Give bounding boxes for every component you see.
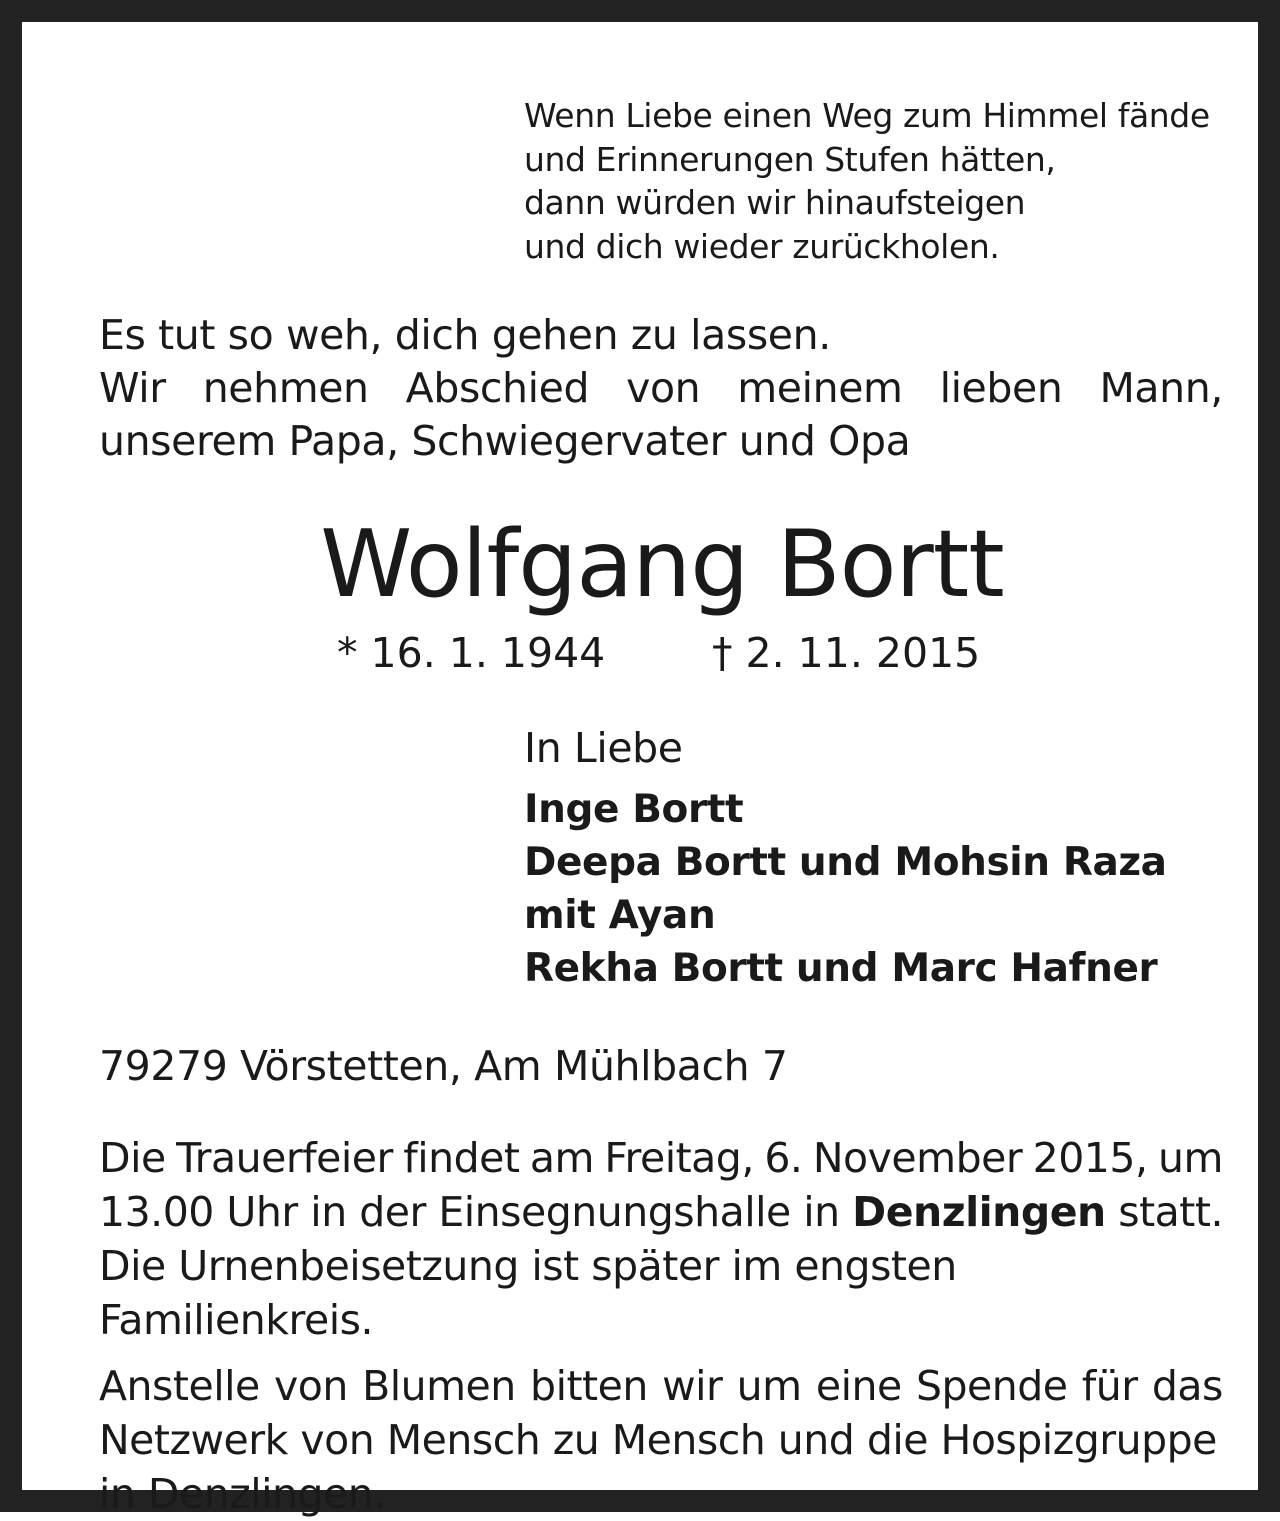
funeral-word: 6.	[764, 1134, 803, 1182]
funeral-word: in	[803, 1188, 840, 1236]
donation-word: eine	[815, 1362, 902, 1410]
mourner-name: Rekha Bortt und Marc Hafner	[524, 946, 1158, 991]
poem-line: und dich wieder zurückholen.	[524, 226, 1000, 266]
donation-word: für	[1081, 1362, 1138, 1410]
donation-word: um	[736, 1362, 802, 1410]
funeral-word: Trauerfeier	[176, 1134, 393, 1182]
donation-word: Spende	[916, 1362, 1068, 1410]
donation-word: wir	[662, 1362, 723, 1410]
funeral-word: in	[310, 1188, 347, 1236]
funeral-word: Die	[99, 1134, 166, 1182]
intro-word: Abschied	[405, 364, 590, 412]
funeral-line-2	[99, 1185, 1223, 1239]
donation-word: das	[1151, 1362, 1223, 1410]
intro-word: meinem	[737, 364, 903, 412]
funeral-line-1	[99, 1131, 1223, 1185]
donation-word: Blumen	[362, 1362, 516, 1410]
funeral-word: um	[1157, 1134, 1223, 1182]
poem	[524, 94, 1244, 268]
poem-line: und Erinnerungen Stufen hätten,	[524, 139, 1056, 179]
intro-word: lieben	[939, 364, 1063, 412]
deceased-name: Wolfgang Bortt	[320, 510, 1004, 618]
life-dates	[337, 625, 981, 681]
intro-word: Wir	[99, 364, 166, 412]
intro-word: von	[626, 364, 701, 412]
donation-word: Anstelle	[99, 1362, 260, 1410]
donation-word: von	[273, 1362, 348, 1410]
funeral-word: Freitag,	[604, 1134, 754, 1182]
intro-word: nehmen	[202, 364, 369, 412]
intro-word: Mann,	[1099, 364, 1223, 412]
in-love-label: In Liebe	[524, 724, 683, 772]
funeral-word: Einsegnungshalle	[438, 1188, 791, 1236]
mourner-name: mit Ayan	[524, 893, 716, 938]
intro-line-2	[99, 362, 1223, 415]
funeral-word: am	[529, 1134, 594, 1182]
mourner-names	[524, 783, 1244, 995]
funeral-word: 2015,	[1032, 1134, 1148, 1182]
intro-text	[99, 309, 1223, 468]
poem-line: Wenn Liebe einen Weg zum Himmel fände	[524, 96, 1210, 135]
funeral-word: November	[812, 1134, 1023, 1182]
funeral-word: findet	[403, 1134, 520, 1182]
poem-line: dann würden wir hinaufsteigen	[524, 183, 1026, 222]
intro-line-1: Es tut so weh, dich gehen zu lassen.	[99, 311, 831, 359]
funeral-word: 13.00	[99, 1188, 214, 1236]
donation-line-3: in Denzlingen.	[99, 1470, 386, 1518]
signoff	[524, 722, 1244, 995]
address: 79279 Vörstetten, Am Mühlbach 7	[99, 1042, 788, 1090]
funeral-word: Uhr	[226, 1188, 298, 1236]
death-date: † 2. 11. 2015	[712, 629, 981, 677]
funeral-notice	[99, 1131, 1223, 1521]
intro-line-3: unserem Papa, Schwiegervater und Opa	[99, 417, 911, 465]
mourner-name: Deepa Bortt und Mohsin Raza	[524, 840, 1167, 885]
donation-line-2: Netzwerk von Mensch zu Mensch und die Hospizgruppe	[99, 1416, 1217, 1464]
funeral-location: Denzlingen	[852, 1188, 1106, 1236]
funeral-line-3: Die Urnenbeisetzung ist später im engsten Familienkreis.	[99, 1242, 957, 1344]
funeral-word: statt.	[1118, 1188, 1223, 1236]
funeral-word: der	[359, 1188, 426, 1236]
mourner-name: Inge Bortt	[524, 787, 744, 832]
birth-date: * 16. 1. 1944	[337, 629, 606, 677]
donation-line-1	[99, 1359, 1223, 1413]
donation-word: bitten	[530, 1362, 648, 1410]
